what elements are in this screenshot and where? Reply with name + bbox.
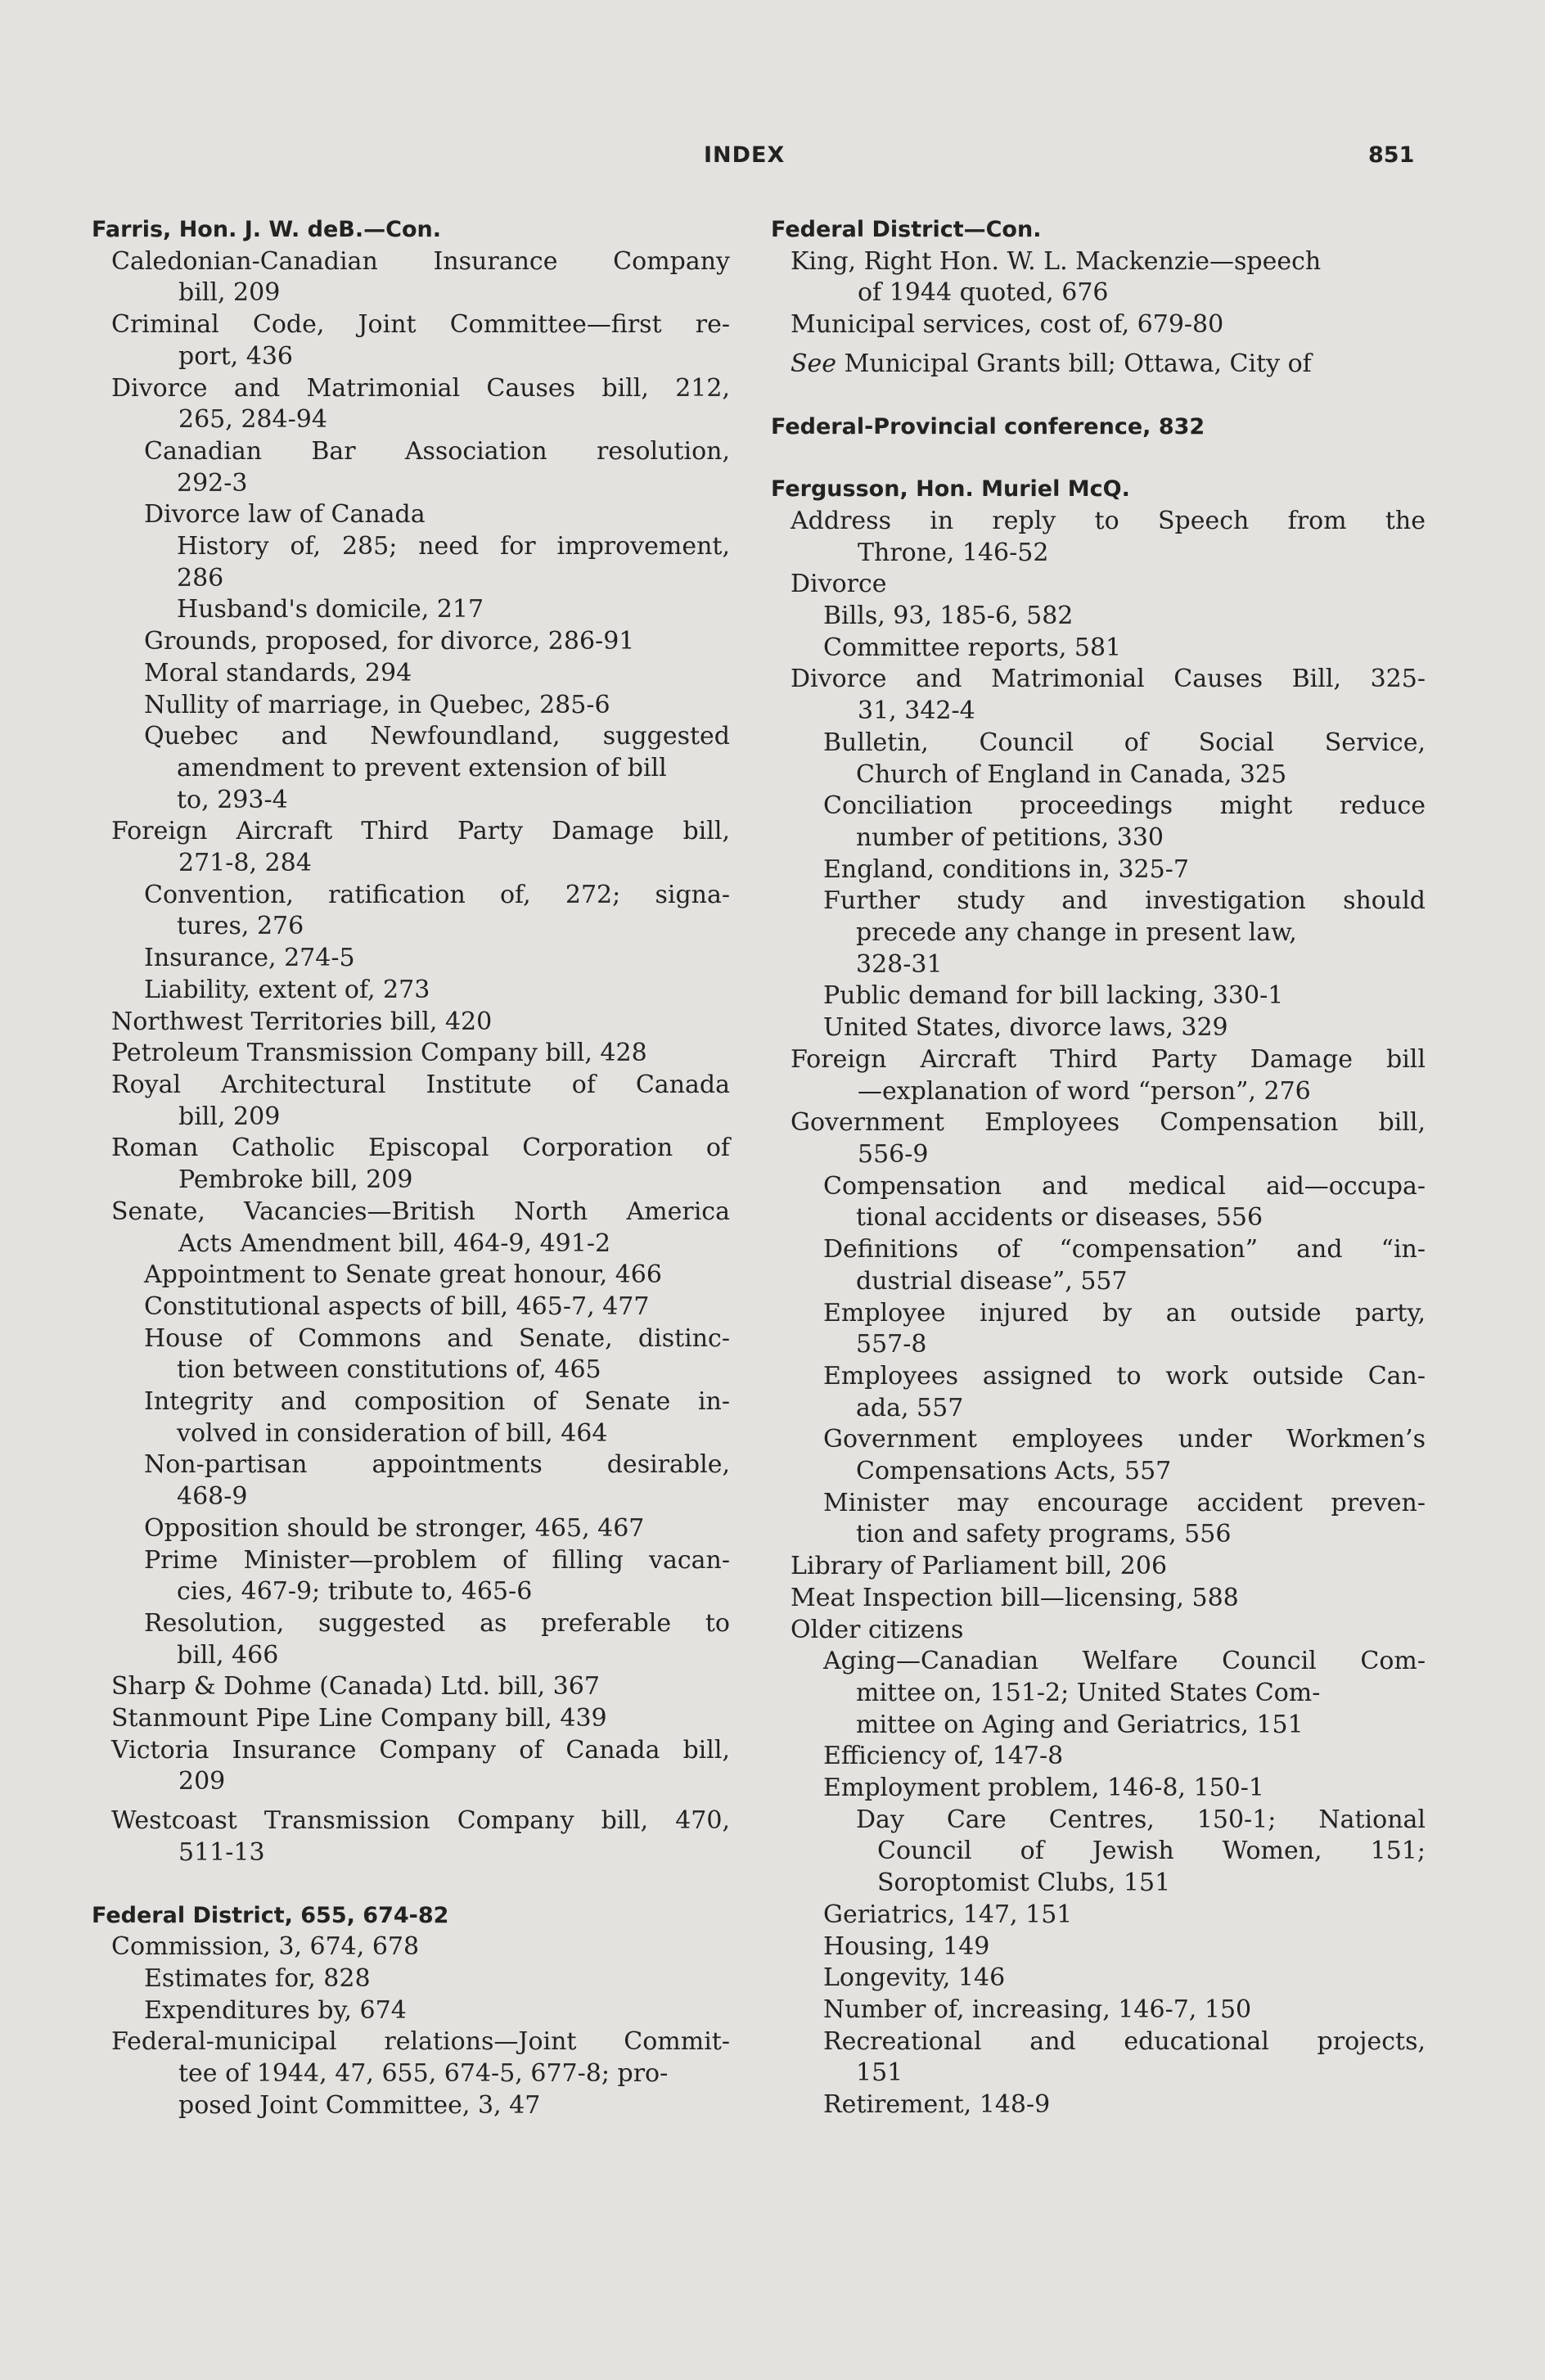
index-heading: Federal District, 655, 674-82 (92, 1902, 449, 1928)
index-entry: 151 (856, 2058, 903, 2088)
index-entry: England, conditions in, 325-7 (823, 854, 1189, 884)
index-entry: Liability, extent of, 273 (144, 975, 430, 1004)
index-heading: Federal-Provincial conference, 832 (771, 413, 1205, 439)
index-entry: Northwest Territories bill, 420 (111, 1007, 493, 1036)
index-entry: 286 (177, 563, 224, 593)
index-entry: Constitutional aspects of bill, 465-7, 477 (144, 1291, 650, 1321)
index-entry: Government Employees Compensation bill, (791, 1108, 1426, 1138)
index-entry: number of petitions, 330 (856, 823, 1164, 852)
index-entry: Federal-municipal relations—Joint Commit- (111, 2027, 730, 2057)
index-entry: Definitions of “compensation” and “in- (823, 1235, 1426, 1264)
index-entry: Divorce and Matrimonial Causes Bill, 325- (791, 665, 1426, 694)
index-entry: 556-9 (858, 1139, 929, 1169)
index-entry: Royal Architectural Institute of Canada (111, 1070, 730, 1099)
index-entry: United States, divorce laws, 329 (823, 1013, 1228, 1043)
index-entry: Efficiency of, 147-8 (823, 1742, 1064, 1771)
index-entry: Canadian Bar Association resolution, (144, 436, 730, 466)
index-entry: Conciliation proceedings might reduce (823, 791, 1426, 821)
index-entry: Church of England in Canada, 325 (856, 760, 1287, 789)
index-entry: Employment problem, 146-8, 150-1 (823, 1774, 1264, 1803)
index-entry: bill, 209 (178, 278, 281, 308)
index-entry: Grounds, proposed, for divorce, 286-91 (144, 627, 635, 656)
index-entry: Number of, increasing, 146-7, 150 (823, 1995, 1252, 2024)
index-entry: 31, 342-4 (858, 696, 975, 726)
index-entry: port, 436 (178, 341, 293, 371)
index-heading: Farris, Hon. J. W. deB.—Con. (92, 217, 441, 242)
index-entry: Committee reports, 581 (823, 633, 1122, 662)
index-entry: Housing, 149 (823, 1931, 990, 1961)
spacer (771, 381, 1426, 412)
see-target: Municipal Grants bill; Ottawa, City of (836, 349, 1312, 378)
index-entry: 292-3 (177, 468, 248, 498)
index-entry: Prime Minister—problem of filling vacan- (144, 1545, 730, 1575)
index-entry: Stanmount Pipe Line Company bill, 439 (111, 1704, 607, 1733)
index-entry: Criminal Code, Joint Committee—first re- (111, 310, 730, 340)
index-entry: 328-31 (856, 949, 943, 979)
index-entry: Minister may encourage accident preven- (823, 1488, 1426, 1517)
index-entry: Non-partisan appointments desirable, (144, 1450, 730, 1480)
index-entry: Divorce (791, 570, 887, 599)
index-entry: Foreign Aircraft Third Party Damage bill, (111, 817, 730, 846)
index-entry: Sharp & Dohme (Canada) Ltd. bill, 367 (111, 1672, 600, 1702)
index-entry: Westcoast Transmission Company bill, 470, (111, 1806, 730, 1836)
index-entry: Compensations Acts, 557 (856, 1457, 1172, 1486)
index-entry (771, 349, 1426, 381)
index-entry: Bills, 93, 185-6, 582 (823, 602, 1074, 631)
index-entry: tee of 1944, 47, 655, 674-5, 677-8; pro- (178, 2059, 669, 2089)
index-entry: Longevity, 146 (823, 1963, 1006, 1993)
index-entry: 271-8, 284 (178, 849, 312, 878)
see-reference: See (791, 349, 837, 378)
index-entry: Commission, 3, 674, 678 (111, 1932, 420, 1962)
index-entry: Divorce law of Canada (144, 500, 426, 530)
index-entry: Bulletin, Council of Social Service, (823, 728, 1426, 757)
index-entry: Foreign Aircraft Third Party Damage bill (791, 1044, 1426, 1074)
index-entry: Soroptomist Clubs, 151 (877, 1868, 1171, 1898)
index-entry: Geriatrics, 147, 151 (823, 1900, 1073, 1929)
spacer (92, 1869, 730, 1900)
index-entry: Address in reply to Speech from the (791, 506, 1426, 535)
index-entry: Roman Catholic Episcopal Corporation of (111, 1134, 730, 1163)
index-entry: mittee on Aging and Geriatrics, 151 (856, 1710, 1304, 1739)
index-entry: Aging—Canadian Welfare Council Com- (823, 1647, 1426, 1676)
index-entry: History of, 285; need for improvement, (177, 532, 730, 561)
index-entry: Throne, 146-52 (858, 538, 1049, 567)
index-entry: tion and safety programs, 556 (856, 1520, 1232, 1549)
index-entry: Pembroke bill, 209 (178, 1165, 413, 1195)
index-entry: Quebec and Newfoundland, suggested (144, 722, 730, 751)
index-entry: Older citizens (791, 1615, 964, 1644)
page-header (0, 142, 1545, 175)
index-heading: Federal District—Con. (771, 217, 1042, 242)
index-entry: Victoria Insurance Company of Canada bill, (111, 1735, 730, 1765)
index-heading: Fergusson, Hon. Muriel McQ. (771, 476, 1130, 503)
index-entry: —explanation of word “person”, 276 (858, 1076, 1311, 1106)
index-entry: 557-8 (856, 1330, 927, 1359)
index-entry: volved in consideration of bill, 464 (177, 1418, 608, 1448)
index-entry: tional accidents or diseases, 556 (856, 1203, 1263, 1233)
page-number: 851 (1368, 142, 1415, 168)
index-entry: ada, 557 (856, 1393, 964, 1422)
index-entry: Opposition should be stronger, 465, 467 (144, 1513, 645, 1543)
index-entry: tion between constitutions of, 465 (177, 1355, 601, 1385)
index-column-left (92, 214, 730, 2121)
index-entry: 468-9 (177, 1482, 248, 1512)
index-entry: Estimates for, 828 (144, 1963, 371, 1993)
index-entry: Council of Jewish Women, 151; (877, 1837, 1426, 1866)
running-title: INDEX (704, 142, 786, 168)
index-entry: Expenditures by, 674 (144, 1995, 407, 2025)
index-entry: Day Care Centres, 150-1; National (856, 1805, 1426, 1834)
index-entry: Appointment to Senate great honour, 466 (144, 1260, 662, 1290)
index-entry: House of Commons and Senate, distinc- (144, 1323, 730, 1353)
index-entry: Senate, Vacancies—British North America (111, 1197, 730, 1226)
index-entry: Integrity and composition of Senate in- (144, 1387, 730, 1417)
index-entry: 265, 284-94 (178, 405, 327, 435)
index-entry: mittee on, 151-2; United States Com- (856, 1678, 1321, 1707)
index-entry: Petroleum Transmission Company bill, 428 (111, 1039, 647, 1068)
index-entry: Resolution, suggested as preferable to (144, 1608, 730, 1638)
index-entry: Further study and investigation should (823, 886, 1426, 916)
index-entry: Recreational and educational projects, (823, 2026, 1426, 2056)
index-entry: cies, 467-9; tribute to, 465-6 (177, 1577, 533, 1607)
index-entry: King, Right Hon. W. L. Mackenzie—speech (791, 246, 1322, 276)
index-entry: bill, 466 (177, 1640, 279, 1670)
index-entry: tures, 276 (177, 912, 304, 941)
index-entry: Divorce and Matrimonial Causes bill, 212, (111, 373, 730, 403)
spacer (771, 443, 1426, 474)
index-entry: precede any change in present law, (856, 918, 1297, 948)
index-entry: Compensation and medical aid—occupa- (823, 1171, 1426, 1201)
index-entry: Employees assigned to work outside Can- (823, 1361, 1426, 1391)
index-entry: Caledonian-Canadian Insurance Company (111, 246, 730, 276)
index-entry: posed Joint Committee, 3, 47 (178, 2090, 541, 2120)
spacer (92, 1798, 730, 1805)
index-entry: dustrial disease”, 557 (856, 1266, 1128, 1296)
index-entry: of 1944 quoted, 676 (858, 278, 1109, 308)
index-entry: Nullity of marriage, in Quebec, 285-6 (144, 690, 610, 719)
index-entry: Municipal services, cost of, 679-80 (791, 310, 1224, 340)
index-entry: Convention, ratification of, 272; signa- (144, 880, 730, 909)
index-entry: Acts Amendment bill, 464-9, 491-2 (178, 1228, 611, 1258)
index-entry: Insurance, 274-5 (144, 944, 355, 973)
index-entry: Husband's domicile, 217 (177, 595, 484, 624)
index-column-right (771, 214, 1426, 2121)
index-entry: Employee injured by an outside party, (823, 1298, 1426, 1327)
index-entry: Meat Inspection bill—licensing, 588 (791, 1583, 1239, 1612)
index-entry: amendment to prevent extension of bill (177, 753, 667, 782)
index-entry: bill, 209 (178, 1102, 281, 1131)
index-entry: 209 (178, 1767, 226, 1796)
index-entry: to, 293-4 (177, 785, 288, 814)
index-entry: Government employees under Workmen’s (823, 1425, 1426, 1454)
index-entry: Library of Parliament bill, 206 (791, 1552, 1168, 1581)
spacer (771, 341, 1426, 349)
index-entry: Public demand for bill lacking, 330-1 (823, 981, 1284, 1011)
index-entry: 511-13 (178, 1837, 265, 1867)
index-entry: Moral standards, 294 (144, 658, 412, 687)
index-entry: Retirement, 148-9 (823, 2090, 1051, 2120)
